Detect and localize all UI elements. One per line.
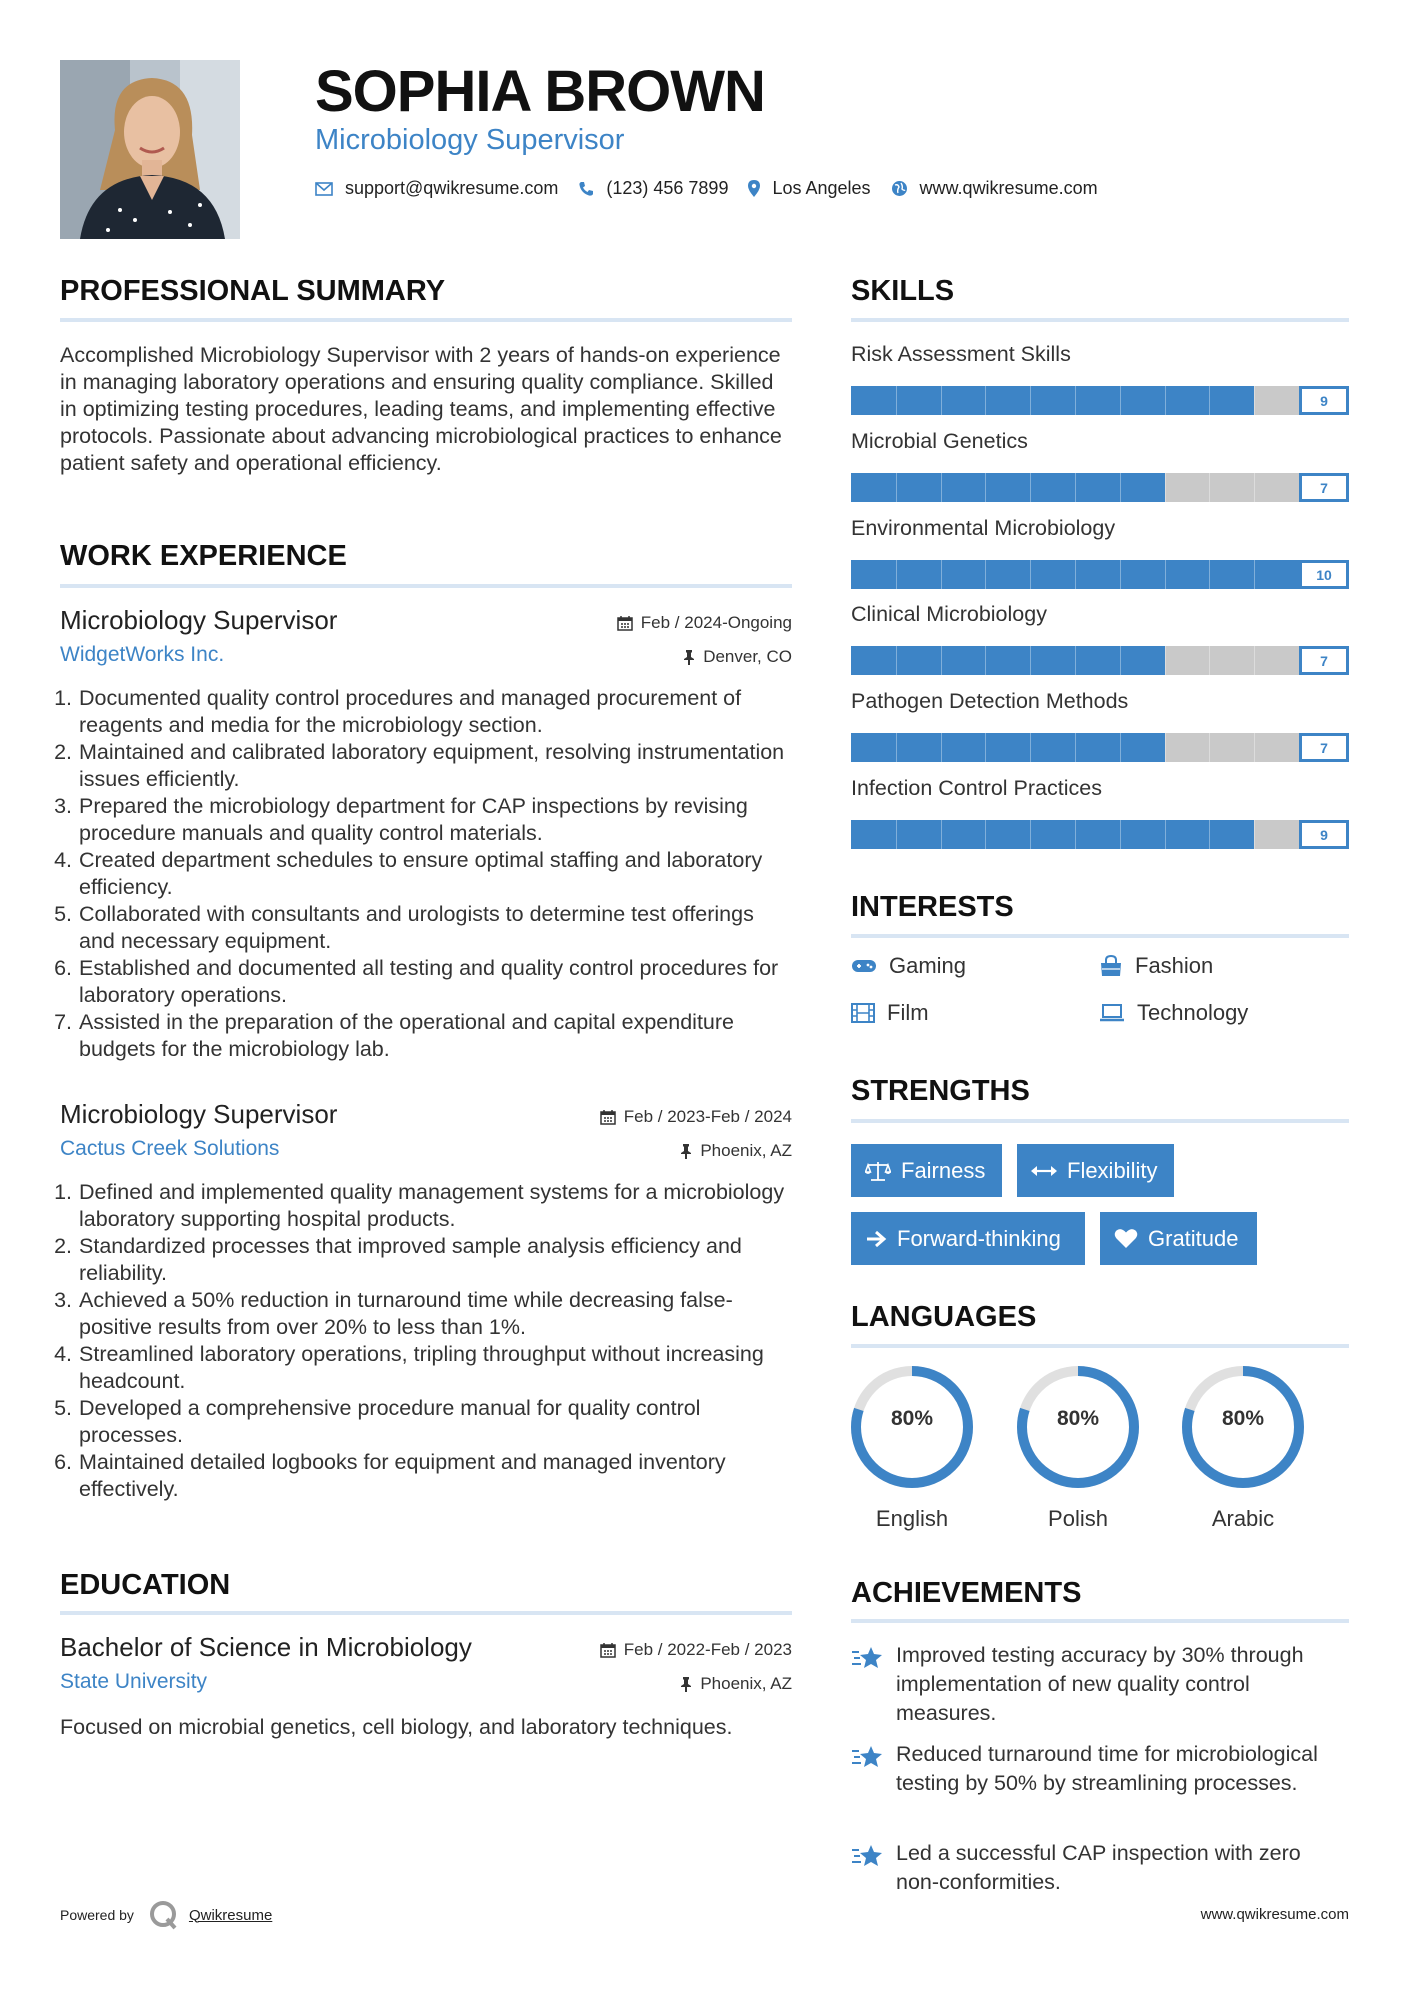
language-item	[1181, 1365, 1305, 1532]
skill-segment-divider	[985, 560, 986, 589]
skill-segment-filled	[1120, 560, 1165, 589]
list-item: 7. Assisted in the preparation of the operational and capital expenditure budgets for the microbiology lab.	[78, 1009, 792, 1063]
list-item: 2. Maintained and calibrated laboratory equipment, resolving instrumentation issues efficiently.	[78, 739, 792, 793]
education-heading: EDUCATION	[60, 1569, 231, 1601]
language-item	[1016, 1365, 1140, 1532]
skill-segment-empty	[1209, 733, 1254, 762]
skill-item	[851, 429, 1349, 502]
skill-segment-empty	[1254, 733, 1299, 762]
scale-icon	[865, 1160, 891, 1182]
skill-level: 7	[1299, 646, 1349, 675]
contact-website[interactable]: www.qwikresume.com	[891, 178, 1098, 199]
contact-location: Los Angeles	[748, 178, 870, 199]
skill-segment-filled	[1075, 560, 1120, 589]
skill-segment-empty	[1165, 646, 1210, 675]
skill-segment-divider	[1030, 386, 1031, 415]
skill-segment-filled	[851, 386, 896, 415]
skill-segment-filled	[1120, 386, 1165, 415]
skill-segment-empty	[1209, 646, 1254, 675]
skill-segment-divider	[1254, 560, 1255, 589]
skill-segment-divider	[941, 733, 942, 762]
skill-segment-filled	[896, 386, 941, 415]
skill-level: 10	[1299, 560, 1349, 589]
calendar-icon	[600, 1642, 616, 1658]
skill-name: Infection Control Practices	[851, 776, 1102, 800]
pin-icon	[683, 649, 695, 665]
skill-segment-divider	[985, 733, 986, 762]
skill-segment-divider	[1254, 386, 1255, 415]
skill-name: Microbial Genetics	[851, 429, 1028, 453]
skill-segment-divider	[1254, 733, 1255, 762]
globe-icon	[891, 180, 908, 197]
skill-bar	[851, 820, 1349, 849]
job-entry-1	[60, 605, 792, 1063]
languages-divider	[851, 1344, 1349, 1348]
interests-divider	[851, 934, 1349, 938]
skill-segment-divider	[1030, 473, 1031, 502]
languages-heading: LANGUAGES	[851, 1301, 1037, 1333]
skill-segment-empty	[1209, 473, 1254, 502]
school-name: State University	[60, 1670, 208, 1693]
job-dates: Feb / 2023-Feb / 2024	[600, 1107, 792, 1127]
list-item: 3. Prepared the microbiology department for CAP inspections by revising procedure manuals and quality control materials.	[78, 793, 792, 847]
skill-segment-divider	[896, 820, 897, 849]
language-name: Arabic	[1211, 1506, 1275, 1531]
summary-text: Accomplished Microbiology Supervisor with 2 years of hands-on experience in managing laboratory operations and ensuring quality compliance. Skilled in optimizing testing procedures, leading teams, and implementing effective protocols. Passionate about advancing microbiological practices to enhance patient safety and operational efficiency.	[60, 343, 782, 475]
achievement-item: Reduced turnaround time for microbiological testing by 50% by streamlining processes.	[851, 1740, 1349, 1798]
skill-level: 9	[1299, 820, 1349, 849]
job-location: Denver, CO	[683, 647, 792, 667]
list-item: 3. Achieved a 50% reduction in turnaround time while decreasing false-positive results from over 20% to less than 1%.	[78, 1287, 792, 1341]
skill-segment-empty	[1165, 733, 1210, 762]
strength-tag: Fairness	[851, 1144, 1002, 1197]
skill-segment-filled	[1120, 646, 1165, 675]
skill-segment-filled	[1075, 646, 1120, 675]
skill-segment-filled	[896, 646, 941, 675]
skill-segment-empty	[1254, 473, 1299, 502]
skill-segment-divider	[941, 386, 942, 415]
skill-segment-filled	[1165, 560, 1210, 589]
brand-link[interactable]: Qwikresume	[188, 1906, 273, 1924]
skill-segment-filled	[896, 560, 941, 589]
education-dates: Feb / 2022-Feb / 2023	[600, 1640, 792, 1660]
skill-segment-filled	[1075, 820, 1120, 849]
education-entry	[60, 1632, 792, 1741]
skill-segment-divider	[1075, 820, 1076, 849]
calendar-icon	[617, 615, 633, 631]
language-name: English	[875, 1506, 949, 1531]
language-percent: 80%	[1221, 1407, 1265, 1430]
candidate-name: SOPHIA BROWN	[315, 59, 765, 124]
list-item: 1. Documented quality control procedures and managed procurement of reagents and media for the microbiology section.	[78, 685, 792, 739]
skill-item	[851, 776, 1349, 849]
pin-icon	[680, 1676, 692, 1692]
skill-segment-filled	[851, 560, 896, 589]
skill-segment-divider	[896, 473, 897, 502]
list-item: 2. Standardized processes that improved sample analysis efficiency and reliability.	[78, 1233, 792, 1287]
skill-segment-divider	[1165, 820, 1166, 849]
skill-segment-filled	[851, 733, 896, 762]
skill-segment-filled	[985, 733, 1030, 762]
skill-segment-filled	[851, 646, 896, 675]
skill-segment-filled	[1120, 820, 1165, 849]
skill-segment-divider	[1120, 733, 1121, 762]
skill-segment-filled	[1120, 473, 1165, 502]
list-item: 6. Established and documented all testing and quality control procedures for laboratory operations.	[78, 955, 792, 1009]
skill-segment-divider	[1030, 820, 1031, 849]
film-icon	[851, 1003, 875, 1023]
job-title: Microbiology Supervisor	[60, 605, 338, 635]
skill-level: 7	[1299, 733, 1349, 762]
strengths-heading: STRENGTHS	[851, 1075, 1030, 1107]
skill-segment-filled	[1030, 733, 1075, 762]
skill-segment-divider	[1254, 646, 1255, 675]
skill-segment-filled	[896, 820, 941, 849]
skill-segment-filled	[1075, 733, 1120, 762]
skill-bar	[851, 646, 1349, 675]
job-company: WidgetWorks Inc.	[60, 643, 225, 666]
skill-segment-filled	[1030, 560, 1075, 589]
skill-segment-filled	[1030, 473, 1075, 502]
skill-level: 7	[1299, 473, 1349, 502]
skill-segment-divider	[896, 646, 897, 675]
job-location: Phoenix, AZ	[680, 1141, 792, 1161]
skill-segment-divider	[1120, 473, 1121, 502]
skill-segment-filled	[941, 646, 986, 675]
list-item: 5. Collaborated with consultants and urologists to determine test offerings and necessary equipment.	[78, 901, 792, 955]
skill-segment-divider	[1165, 473, 1166, 502]
strength-tag: Gratitude	[1100, 1212, 1257, 1265]
skill-segment-divider	[896, 733, 897, 762]
skill-segment-divider	[1030, 560, 1031, 589]
skill-segment-filled	[851, 473, 896, 502]
skill-segment-filled	[1075, 386, 1120, 415]
language-percent: 80%	[1056, 1407, 1100, 1430]
skill-name: Pathogen Detection Methods	[851, 689, 1129, 713]
skill-segment-divider	[1209, 820, 1210, 849]
skill-segment-divider	[1165, 733, 1166, 762]
skill-bar	[851, 386, 1349, 415]
list-item: 6. Maintained detailed logbooks for equipment and managed inventory effectively.	[78, 1449, 792, 1503]
skill-segment-divider	[985, 820, 986, 849]
shooting-star-icon	[851, 1644, 885, 1672]
skill-level: 9	[1299, 386, 1349, 415]
interests-heading: INTERESTS	[851, 891, 1014, 923]
skill-segment-divider	[1165, 560, 1166, 589]
skill-segment-divider	[985, 473, 986, 502]
skill-segment-filled	[941, 386, 986, 415]
skill-segment-divider	[1120, 646, 1121, 675]
skill-segment-divider	[985, 386, 986, 415]
envelope-icon	[315, 182, 333, 196]
map-pin-icon	[748, 180, 760, 197]
skill-segment-divider	[1030, 733, 1031, 762]
job-entry-2	[60, 1099, 792, 1503]
skill-segment-filled	[941, 473, 986, 502]
skill-segment-divider	[1120, 386, 1121, 415]
interest-item: Gaming	[851, 953, 966, 979]
skill-segment-filled	[985, 820, 1030, 849]
list-item: 4. Streamlined laboratory operations, tripling throughput without increasing headcount.	[78, 1341, 792, 1395]
interest-item: Fashion	[1099, 953, 1213, 979]
skill-segment-divider	[1120, 820, 1121, 849]
language-item	[850, 1365, 974, 1532]
skill-name: Clinical Microbiology	[851, 602, 1047, 626]
skill-segment-divider	[1165, 386, 1166, 415]
interest-item: Film	[851, 1000, 929, 1026]
pin-icon	[680, 1143, 692, 1159]
skill-segment-empty	[1254, 820, 1299, 849]
skill-segment-divider	[1075, 560, 1076, 589]
skill-segment-filled	[985, 473, 1030, 502]
language-name: Polish	[1048, 1506, 1108, 1531]
gamepad-icon	[851, 958, 877, 974]
skill-bar	[851, 473, 1349, 502]
skill-segment-divider	[1209, 386, 1210, 415]
skill-segment-filled	[985, 646, 1030, 675]
achievement-item: Led a successful CAP inspection with zero non-conformities.	[851, 1839, 1349, 1897]
skill-segment-divider	[1254, 820, 1255, 849]
qwikresume-logo-icon	[149, 1900, 179, 1930]
education-divider	[60, 1611, 792, 1615]
education-location: Phoenix, AZ	[680, 1674, 792, 1694]
footer-url[interactable]: www.qwikresume.com	[1200, 1906, 1349, 1923]
skill-segment-filled	[896, 733, 941, 762]
heart-icon	[1114, 1228, 1138, 1249]
skill-segment-filled	[851, 820, 896, 849]
job-dates: Feb / 2024-Ongoing	[617, 613, 792, 633]
skill-segment-divider	[1030, 646, 1031, 675]
skill-segment-filled	[1254, 560, 1299, 589]
skill-segment-filled	[1209, 560, 1254, 589]
skill-segment-filled	[985, 560, 1030, 589]
degree-title: Bachelor of Science in Microbiology	[60, 1632, 472, 1662]
calendar-icon	[600, 1109, 616, 1125]
skill-segment-divider	[1120, 560, 1121, 589]
job-company: Cactus Creek Solutions	[60, 1137, 280, 1160]
summary-heading: PROFESSIONAL SUMMARY	[60, 275, 446, 307]
skill-segment-divider	[941, 473, 942, 502]
shooting-star-icon	[851, 1743, 885, 1771]
profile-photo	[60, 60, 240, 239]
skill-segment-filled	[941, 820, 986, 849]
skill-name: Risk Assessment Skills	[851, 342, 1071, 366]
list-item: 5. Developed a comprehensive procedure manual for quality control processes.	[78, 1395, 792, 1449]
phone-icon	[578, 181, 594, 197]
skill-segment-filled	[1075, 473, 1120, 502]
skill-item	[851, 342, 1349, 415]
skill-segment-divider	[941, 560, 942, 589]
skill-item	[851, 516, 1349, 589]
skill-segment-filled	[941, 560, 986, 589]
job-bullet-list	[60, 685, 792, 1063]
skill-segment-divider	[1075, 473, 1076, 502]
skill-name: Environmental Microbiology	[851, 516, 1116, 540]
contact-bar	[315, 178, 1118, 199]
list-item: 1. Defined and implemented quality management systems for a microbiology laboratory supporting hospital products.	[78, 1179, 792, 1233]
skill-item	[851, 689, 1349, 762]
skill-segment-divider	[1165, 646, 1166, 675]
skill-segment-divider	[1075, 733, 1076, 762]
skill-segment-divider	[941, 820, 942, 849]
skill-segment-divider	[1075, 386, 1076, 415]
skill-segment-filled	[1209, 386, 1254, 415]
contact-phone[interactable]: (123) 456 7899	[578, 178, 728, 199]
skill-segment-divider	[1254, 473, 1255, 502]
skill-segment-divider	[1209, 473, 1210, 502]
skill-segment-empty	[1254, 386, 1299, 415]
skill-segment-empty	[1254, 646, 1299, 675]
shooting-star-icon	[851, 1842, 885, 1870]
skills-divider	[851, 318, 1349, 322]
skill-segment-divider	[1209, 733, 1210, 762]
skill-segment-filled	[1165, 386, 1210, 415]
job-title: Microbiology Supervisor	[60, 1099, 338, 1129]
skill-bar	[851, 733, 1349, 762]
skill-segment-divider	[941, 646, 942, 675]
candidate-title: Microbiology Supervisor	[315, 124, 625, 156]
interest-item: Technology	[1099, 1000, 1248, 1026]
skills-heading: SKILLS	[851, 275, 955, 307]
skill-segment-filled	[1030, 386, 1075, 415]
skill-segment-divider	[1209, 646, 1210, 675]
education-description: Focused on microbial genetics, cell biology, and laboratory techniques.	[60, 1715, 733, 1739]
experience-divider	[60, 584, 792, 588]
summary-divider	[60, 318, 792, 322]
footer-powered-by: Powered by Qwikresume	[60, 1900, 272, 1930]
strength-tag: Flexibility	[1017, 1144, 1174, 1197]
skill-bar	[851, 560, 1349, 589]
strengths-divider	[851, 1119, 1349, 1123]
skill-segment-divider	[985, 646, 986, 675]
achievements-divider	[851, 1619, 1349, 1623]
achievement-item: Improved testing accuracy by 30% through implementation of new quality control measures.	[851, 1641, 1349, 1728]
skill-segment-filled	[1165, 820, 1210, 849]
shopping-bag-icon	[1099, 955, 1123, 977]
arrows-horizontal-icon	[1031, 1164, 1057, 1178]
skill-segment-empty	[1165, 473, 1210, 502]
laptop-icon	[1099, 1004, 1125, 1022]
contact-email[interactable]: support@qwikresume.com	[315, 178, 558, 199]
skill-segment-filled	[1030, 820, 1075, 849]
job-bullet-list	[60, 1179, 792, 1503]
skill-item	[851, 602, 1349, 675]
skill-segment-filled	[1120, 733, 1165, 762]
experience-heading: WORK EXPERIENCE	[60, 540, 347, 572]
skill-segment-divider	[1209, 560, 1210, 589]
skill-segment-divider	[1075, 646, 1076, 675]
strength-tag: Forward-thinking	[851, 1212, 1085, 1265]
skill-segment-divider	[896, 560, 897, 589]
skill-segment-filled	[1030, 646, 1075, 675]
skill-segment-filled	[1209, 820, 1254, 849]
achievements-heading: ACHIEVEMENTS	[851, 1577, 1082, 1609]
skill-segment-divider	[896, 386, 897, 415]
language-percent: 80%	[890, 1407, 934, 1430]
skill-segment-filled	[941, 733, 986, 762]
list-item: 4. Created department schedules to ensure optimal staffing and laboratory efficiency.	[78, 847, 792, 901]
skill-segment-filled	[896, 473, 941, 502]
skill-segment-filled	[985, 386, 1030, 415]
arrow-right-icon	[865, 1230, 887, 1248]
